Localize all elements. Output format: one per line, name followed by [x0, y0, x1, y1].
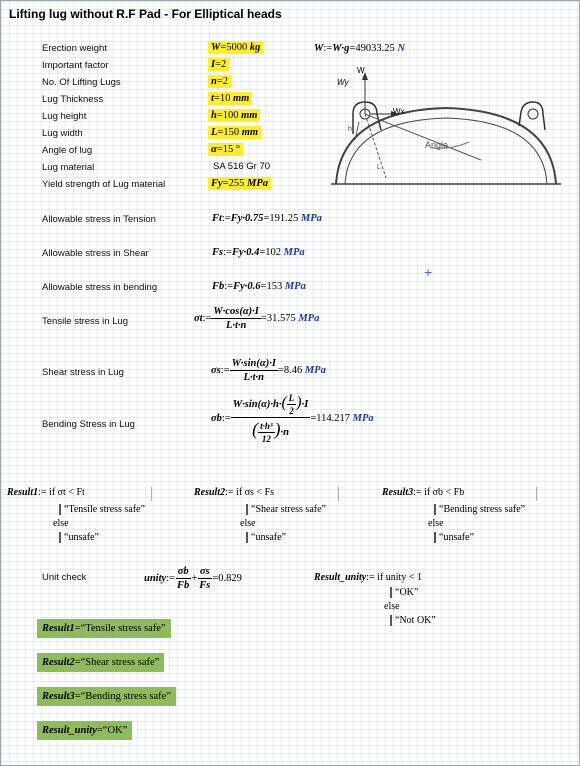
check-else-text: else [240, 518, 256, 529]
input-region[interactable]: α=15 ° [208, 143, 243, 156]
unity-label: Unit check [42, 572, 87, 583]
input-label: Lug height [42, 111, 87, 122]
input-label: Lug Thickness [42, 94, 104, 105]
input-label: Erection weight [42, 43, 107, 54]
check-fail-text: “unsafe” [246, 532, 326, 543]
bending-stress-region[interactable]: σb:= W·sin(α)·h·( $\frac{L}{2}$ )·I ( $\frac{\text{t·h³}}{12}$ )·n =114.217 MPa [211, 393, 374, 445]
check-region-3[interactable]: Result3:= if σb < Fb “Bending stress safe” else “unsafe” [382, 487, 526, 543]
angle-label: Angle [425, 140, 449, 150]
tensile-stress-region[interactable]: σt:= $\frac{W\cdot\cos(\alpha)\cdot I}{L\cdot t\cdot n}$ =31.575 MPa [194, 306, 320, 331]
input-region[interactable]: W=5000 kg [208, 41, 263, 54]
check-ok-text: “Bending stress safe” [434, 504, 525, 515]
l-label: L [377, 164, 381, 171]
stress-label: Shear stress in Lug [42, 367, 124, 378]
wy-label: Wy [337, 78, 349, 87]
check-fail-text: “unsafe” [434, 532, 525, 543]
unity-else-text: else [384, 601, 400, 612]
lug-diagram-svg [331, 66, 561, 186]
shear-stress-region[interactable]: σs:= $\frac{W\cdot\sin(\alpha)\cdot I}{L\cdot t\cdot n}$ =8.46 MPa [211, 358, 326, 383]
crosshair-cursor-icon: + [424, 264, 433, 280]
input-region[interactable]: L=150 mm [208, 126, 261, 139]
input-label: Important factor [42, 60, 109, 71]
result-region[interactable]: Result2=“Shear stress safe” [37, 653, 164, 672]
unity-check-region[interactable]: Result_unity:= if unity < 1 “OK” else “Not OK” [314, 572, 436, 626]
allowable-label: Allowable stress in Tension [42, 214, 156, 225]
result-region[interactable]: Result1=“Tensile stress safe” [37, 619, 171, 638]
page-title: Lifting lug without R.F Pad - For Elliptical heads [9, 7, 282, 21]
input-region[interactable]: n=2 [208, 75, 231, 88]
result-region[interactable]: Result_unity=“OK” [37, 721, 132, 740]
check-region-1[interactable]: Result1:= if σt < Ft “Tensile stress safe” else “unsafe” [7, 487, 145, 543]
wx-label: Wx [393, 107, 405, 116]
input-label: Lug material [42, 162, 95, 173]
check-ok-text: “Shear stress safe” [246, 504, 326, 515]
stress-label: Bending Stress in Lug [42, 419, 135, 430]
input-label: Lug width [42, 128, 83, 139]
allowable-label: Allowable stress in Shear [42, 248, 149, 259]
weight-calc[interactable]: W:=W·g=49033.25 N [314, 43, 405, 54]
input-label: No. Of Lifting Lugs [42, 77, 121, 88]
unity-region[interactable]: unity:= $\frac{\sigma b}{Fb}$ + $\frac{\sigma s}{Fs}$ =0.829 [144, 566, 242, 591]
input-region[interactable]: h=100 mm [208, 109, 260, 122]
region-divider [151, 487, 152, 501]
h-label: h [348, 126, 352, 133]
input-label: Angle of lug [42, 145, 93, 156]
allowable-label: Allowable stress in bending [42, 282, 158, 293]
region-divider [338, 487, 339, 501]
lug-diagram[interactable] [331, 66, 561, 186]
check-else-text: else [428, 518, 444, 529]
check-fail-text: “unsafe” [59, 532, 145, 543]
allowable-region[interactable]: Ft:=Fy·0.75=191.25 MPa [212, 213, 322, 224]
input-region[interactable]: t=10 mm [208, 92, 252, 105]
check-else-text: else [53, 518, 69, 529]
check-ok-text: “Tensile stress safe” [59, 504, 145, 515]
input-label: Yield strength of Lug material [42, 179, 166, 190]
input-region[interactable]: Fy=255 MPa [208, 177, 271, 190]
allowable-region[interactable]: Fs:=Fy·0.4=102 MPa [212, 247, 305, 258]
result-region[interactable]: Result3=“Bending stress safe” [37, 687, 176, 706]
allowable-region[interactable]: Fb:=Fy·0.6=153 MPa [212, 281, 306, 292]
material-value[interactable]: SA 516 Gr 70 [213, 161, 271, 172]
w-label: W [357, 66, 365, 75]
check-region-2[interactable]: Result2:= if σs < Fs “Shear stress safe” else “unsafe” [194, 487, 326, 543]
input-region[interactable]: I=2 [208, 58, 229, 71]
unity-ok-text: “OK” [390, 587, 436, 598]
stress-label: Tensile stress in Lug [42, 316, 129, 327]
unity-fail-text: “Not OK” [390, 615, 436, 626]
region-divider [536, 487, 537, 501]
